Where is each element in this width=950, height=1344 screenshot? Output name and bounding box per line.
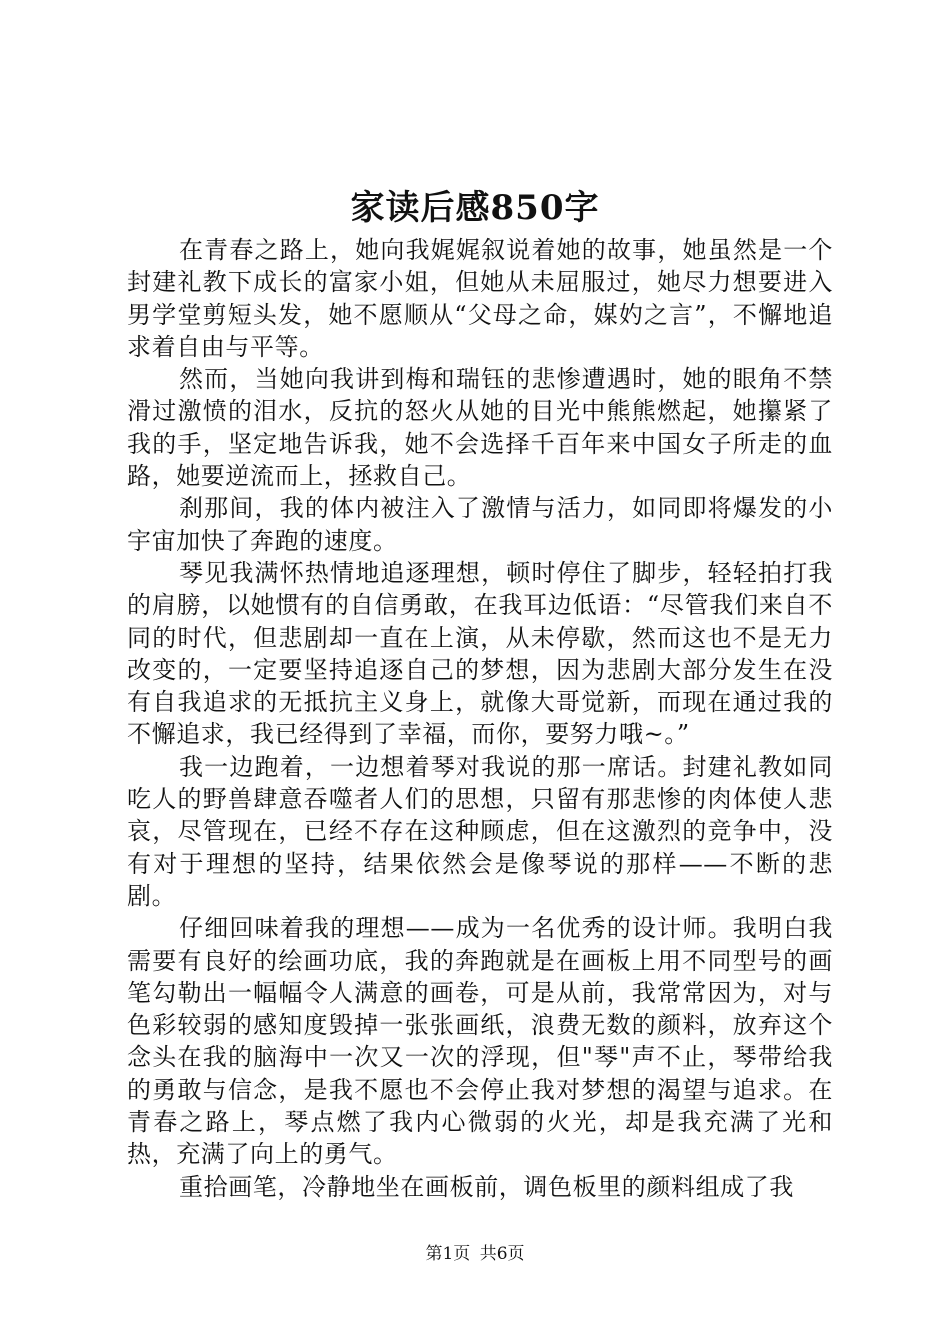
- paragraph-7: 重拾画笔，冷静地坐在画板前，调色板里的颜料组成了我: [179, 1172, 794, 1201]
- document-title: 家读后感850字: [350, 188, 600, 228]
- paragraph-4: 琴见我满怀热情地追逐理想，顿时停住了脚步，轻轻拍打我的肩膀，以她惯有的自信勇敢，在我耳边低语：“尽管我们来自不同的时代，但悲剧却一直在上演，从未停歇，然而这也不是无力改变的，一定要坚持追逐自己的梦想，因为悲剧大部分发生在没有自我追求的无抵抗主义身上，就像大哥觉新，而现在通过我的不懈追求，我已经得到了幸福，而你，要努力哦~。”: [127, 558, 833, 749]
- paragraph-2: 然而，当她向我讲到梅和瑞钰的悲惨遭遇时，她的眼角不禁滑过激愤的泪水，反抗的怒火从她的目光中熊熊燃起，她攥紧了我的手，坚定地告诉我，她不会选择千百年来中国女子所走的血路，她要逆流而上，拯救自己。: [127, 365, 833, 491]
- document-body: [127, 234, 833, 1203]
- page-total: 共6页: [479, 1244, 525, 1264]
- paragraph-5: 我一边跑着，一边想着琴对我说的那一席话。封建礼教如同吃人的野兽肆意吞噬者人们的思想，只留有那悲惨的肉体使人悲哀，尽管现在，已经不存在这种顾虑，但在这激烈的竞争中，没有对于理想的坚持，结果依然会是像琴说的那样——不断的悲剧。: [127, 752, 833, 910]
- paragraph-1: 在青春之路上，她向我娓娓叙说着她的故事，她虽然是一个封建礼教下成长的富家小姐，但她从未屈服过，她尽力想要进入男学堂剪短头发，她不愿顺从“父母之命，媒妁之言”，不懈地追求着自由与平等。: [127, 236, 833, 361]
- page-footer: [0, 1243, 950, 1265]
- paragraph-6: 仔细回味着我的理想——成为一名优秀的设计师。我明白我需要有良好的绘画功底，我的奔跑就是在画板上用不同型号的画笔勾勒出一幅幅令人满意的画卷，可是从前，我常常因为，对与色彩较弱的感知度毁掉一张张画纸，浪费无数的颜料，放弃这个念头在我的脑海中一次又一次的浮现，但"琴"声不止，琴带给我的勇敢与信念，是我不愿也不会停止我对梦想的渴望与追求。在青春之路上，琴点燃了我内心微弱的火光，却是我充满了光和热，充满了向上的勇气。: [127, 914, 833, 1169]
- page-number: 第1页: [425, 1244, 471, 1264]
- paragraph-3: 刹那间，我的体内被注入了激情与活力，如同即将爆发的小宇宙加快了奔跑的速度。: [127, 494, 833, 555]
